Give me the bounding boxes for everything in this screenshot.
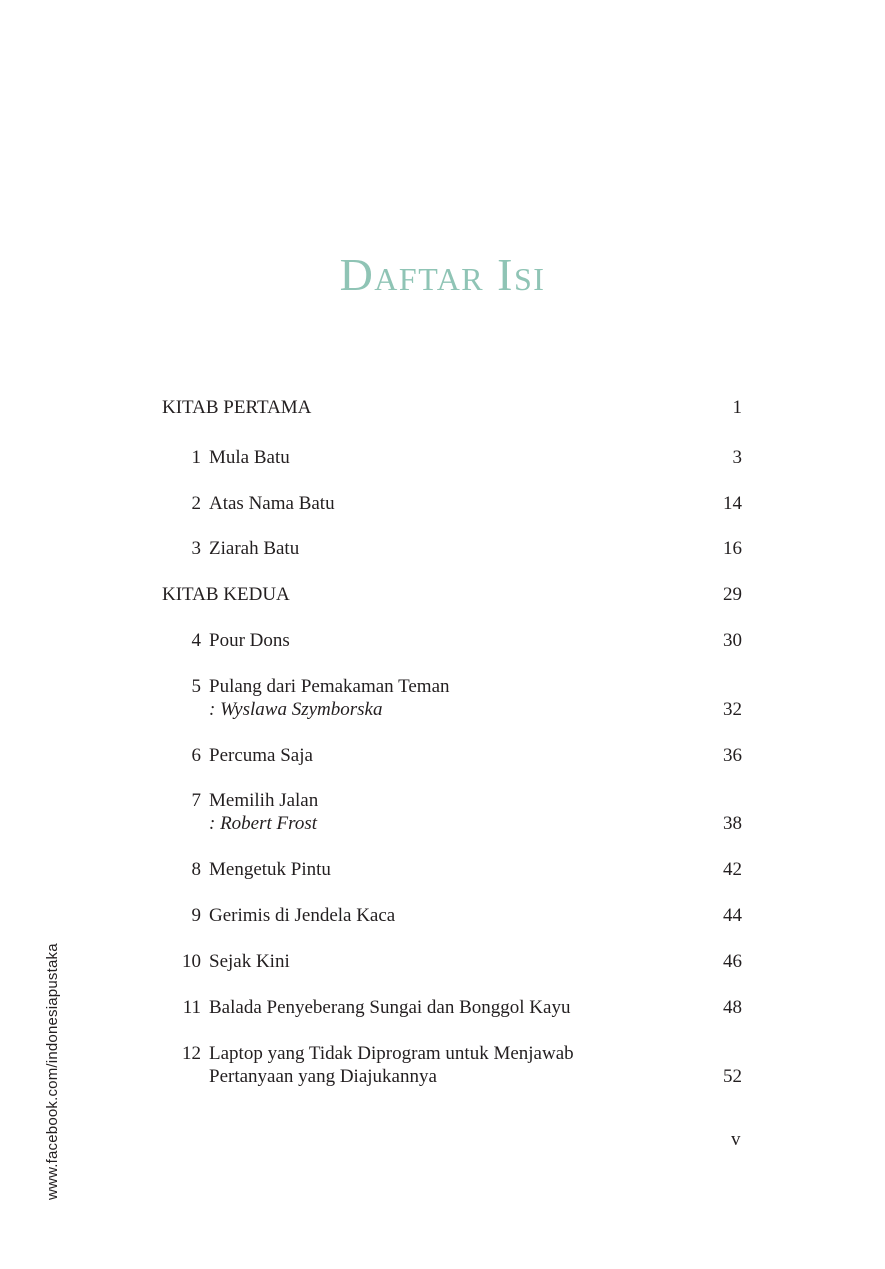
entry-number: 5 bbox=[191, 676, 201, 697]
entry-title: Pour Dons bbox=[209, 630, 290, 651]
entry-title: Memilih Jalan bbox=[209, 790, 319, 811]
entry-title: Gerimis di Jendela Kaca bbox=[209, 905, 396, 926]
section-page: 29 bbox=[723, 584, 742, 605]
entry-title: Ziarah Batu bbox=[209, 538, 300, 559]
entry-page: 38 bbox=[723, 813, 742, 834]
watermark-url: www.facebook.com/indonesiapustaka bbox=[44, 943, 61, 1200]
entry-page: 42 bbox=[723, 859, 742, 880]
entry-number: 6 bbox=[191, 745, 201, 766]
section-label: KITAB PERTAMA bbox=[162, 397, 312, 418]
entry-page: 3 bbox=[732, 447, 742, 468]
entry-title: Balada Penyeberang Sungai dan Bonggol Kayu bbox=[209, 997, 571, 1018]
entry-page: 30 bbox=[723, 630, 742, 651]
entry-title: Laptop yang Tidak Diprogram untuk Menjawab bbox=[209, 1043, 574, 1064]
entry-page: 44 bbox=[723, 905, 742, 926]
entry-title: Pulang dari Pemakaman Teman bbox=[209, 676, 450, 697]
page-number: v bbox=[731, 1129, 741, 1150]
entry-page: 16 bbox=[723, 538, 742, 559]
entry-page: 36 bbox=[723, 745, 742, 766]
entry-page: 48 bbox=[723, 997, 742, 1018]
entry-number: 12 bbox=[182, 1043, 201, 1064]
entry-number: 10 bbox=[182, 951, 201, 972]
entry-number: 7 bbox=[191, 790, 201, 811]
entry-number: 11 bbox=[182, 997, 201, 1018]
entry-number: 8 bbox=[191, 859, 201, 880]
entry-number: 2 bbox=[191, 493, 201, 514]
entry-title: Mengetuk Pintu bbox=[209, 859, 331, 880]
entry-title: Percuma Saja bbox=[209, 745, 313, 766]
entry-subtitle: : Wyslawa Szymborska bbox=[209, 699, 383, 720]
entry-number: 4 bbox=[191, 630, 201, 651]
entry-page: 52 bbox=[723, 1066, 742, 1087]
section-page: 1 bbox=[732, 397, 742, 418]
entry-title-continued: Pertanyaan yang Diajukannya bbox=[209, 1066, 437, 1087]
entry-page: 46 bbox=[723, 951, 742, 972]
entry-number: 1 bbox=[191, 447, 201, 468]
entry-number: 9 bbox=[191, 905, 201, 926]
page-title: Daftar Isi bbox=[339, 249, 546, 300]
entry-number: 3 bbox=[191, 538, 201, 559]
entry-title: Atas Nama Batu bbox=[209, 493, 335, 514]
entry-page: 14 bbox=[723, 493, 742, 514]
entry-title: Sejak Kini bbox=[209, 951, 290, 972]
entry-title: Mula Batu bbox=[209, 447, 290, 468]
entry-subtitle: : Robert Frost bbox=[209, 813, 318, 834]
section-label: KITAB KEDUA bbox=[162, 584, 290, 605]
entry-page: 32 bbox=[723, 699, 742, 720]
